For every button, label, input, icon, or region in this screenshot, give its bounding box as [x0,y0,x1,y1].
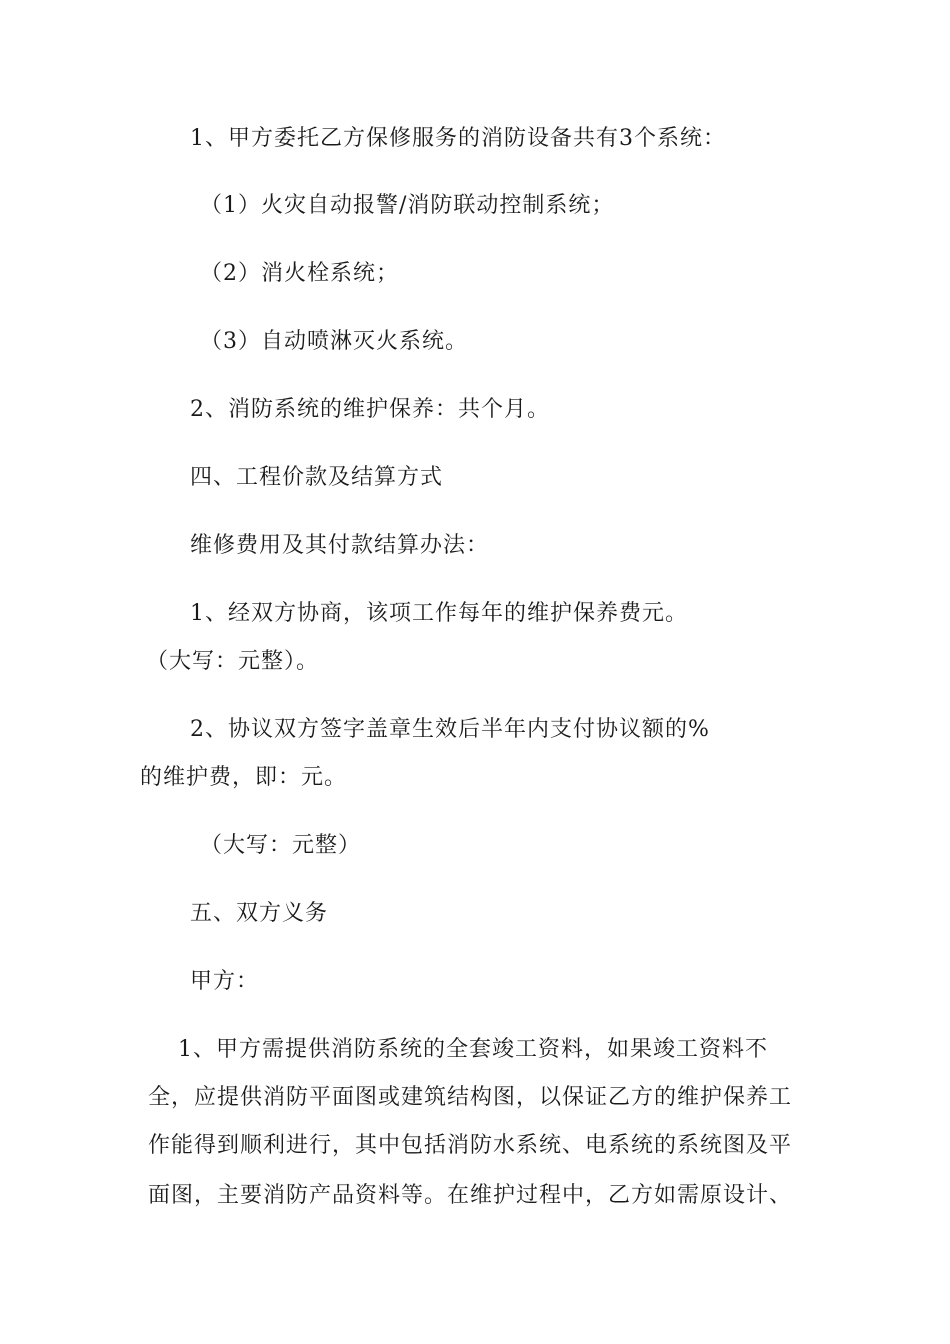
section-5-heading: 五、双方义务 [190,901,329,926]
party-a-duty-1-line-4: 面图，主要消防产品资料等。在维护过程中，乙方如需原设计、 [148,1183,793,1208]
payment-item-2-cont: 的维护费，即：元。 [140,765,348,790]
item-1-sub-2: （2）消火栓系统； [200,261,399,286]
payment-item-1-capital: （大写：元整）。 [146,649,320,674]
payment-intro: 维修费用及其付款结算办法： [190,533,490,558]
party-a-label: 甲方： [190,969,260,994]
item-1-sub-1: （1）火灾自动报警/消防联动控制系统； [200,193,615,218]
item-1-sub-3: （3）自动喷淋灭火系统。 [200,329,468,354]
party-a-duty-1-line-1: 1、甲方需提供消防系统的全套竣工资料，如果竣工资料不 [178,1037,768,1062]
payment-item-2: 2、协议双方签字盖章生效后半年内支付协议额的% [190,717,710,742]
section-4-heading: 四、工程价款及结算方式 [190,465,444,490]
party-a-duty-1-line-3: 作能得到顺利进行，其中包括消防水系统、电系统的系统图及平 [148,1133,793,1158]
item-2-maintenance: 2、消防系统的维护保养：共个月。 [190,397,550,422]
payment-item-1: 1、经双方协商，该项工作每年的维护保养费元。 [190,601,688,626]
payment-item-2-capital: （大写：元整） [200,833,362,858]
party-a-duty-1-line-2: 全，应提供消防平面图或建筑结构图，以保证乙方的维护保养工 [148,1085,793,1110]
item-1-systems: 1、甲方委托乙方保修服务的消防设备共有3个系统： [190,126,726,151]
